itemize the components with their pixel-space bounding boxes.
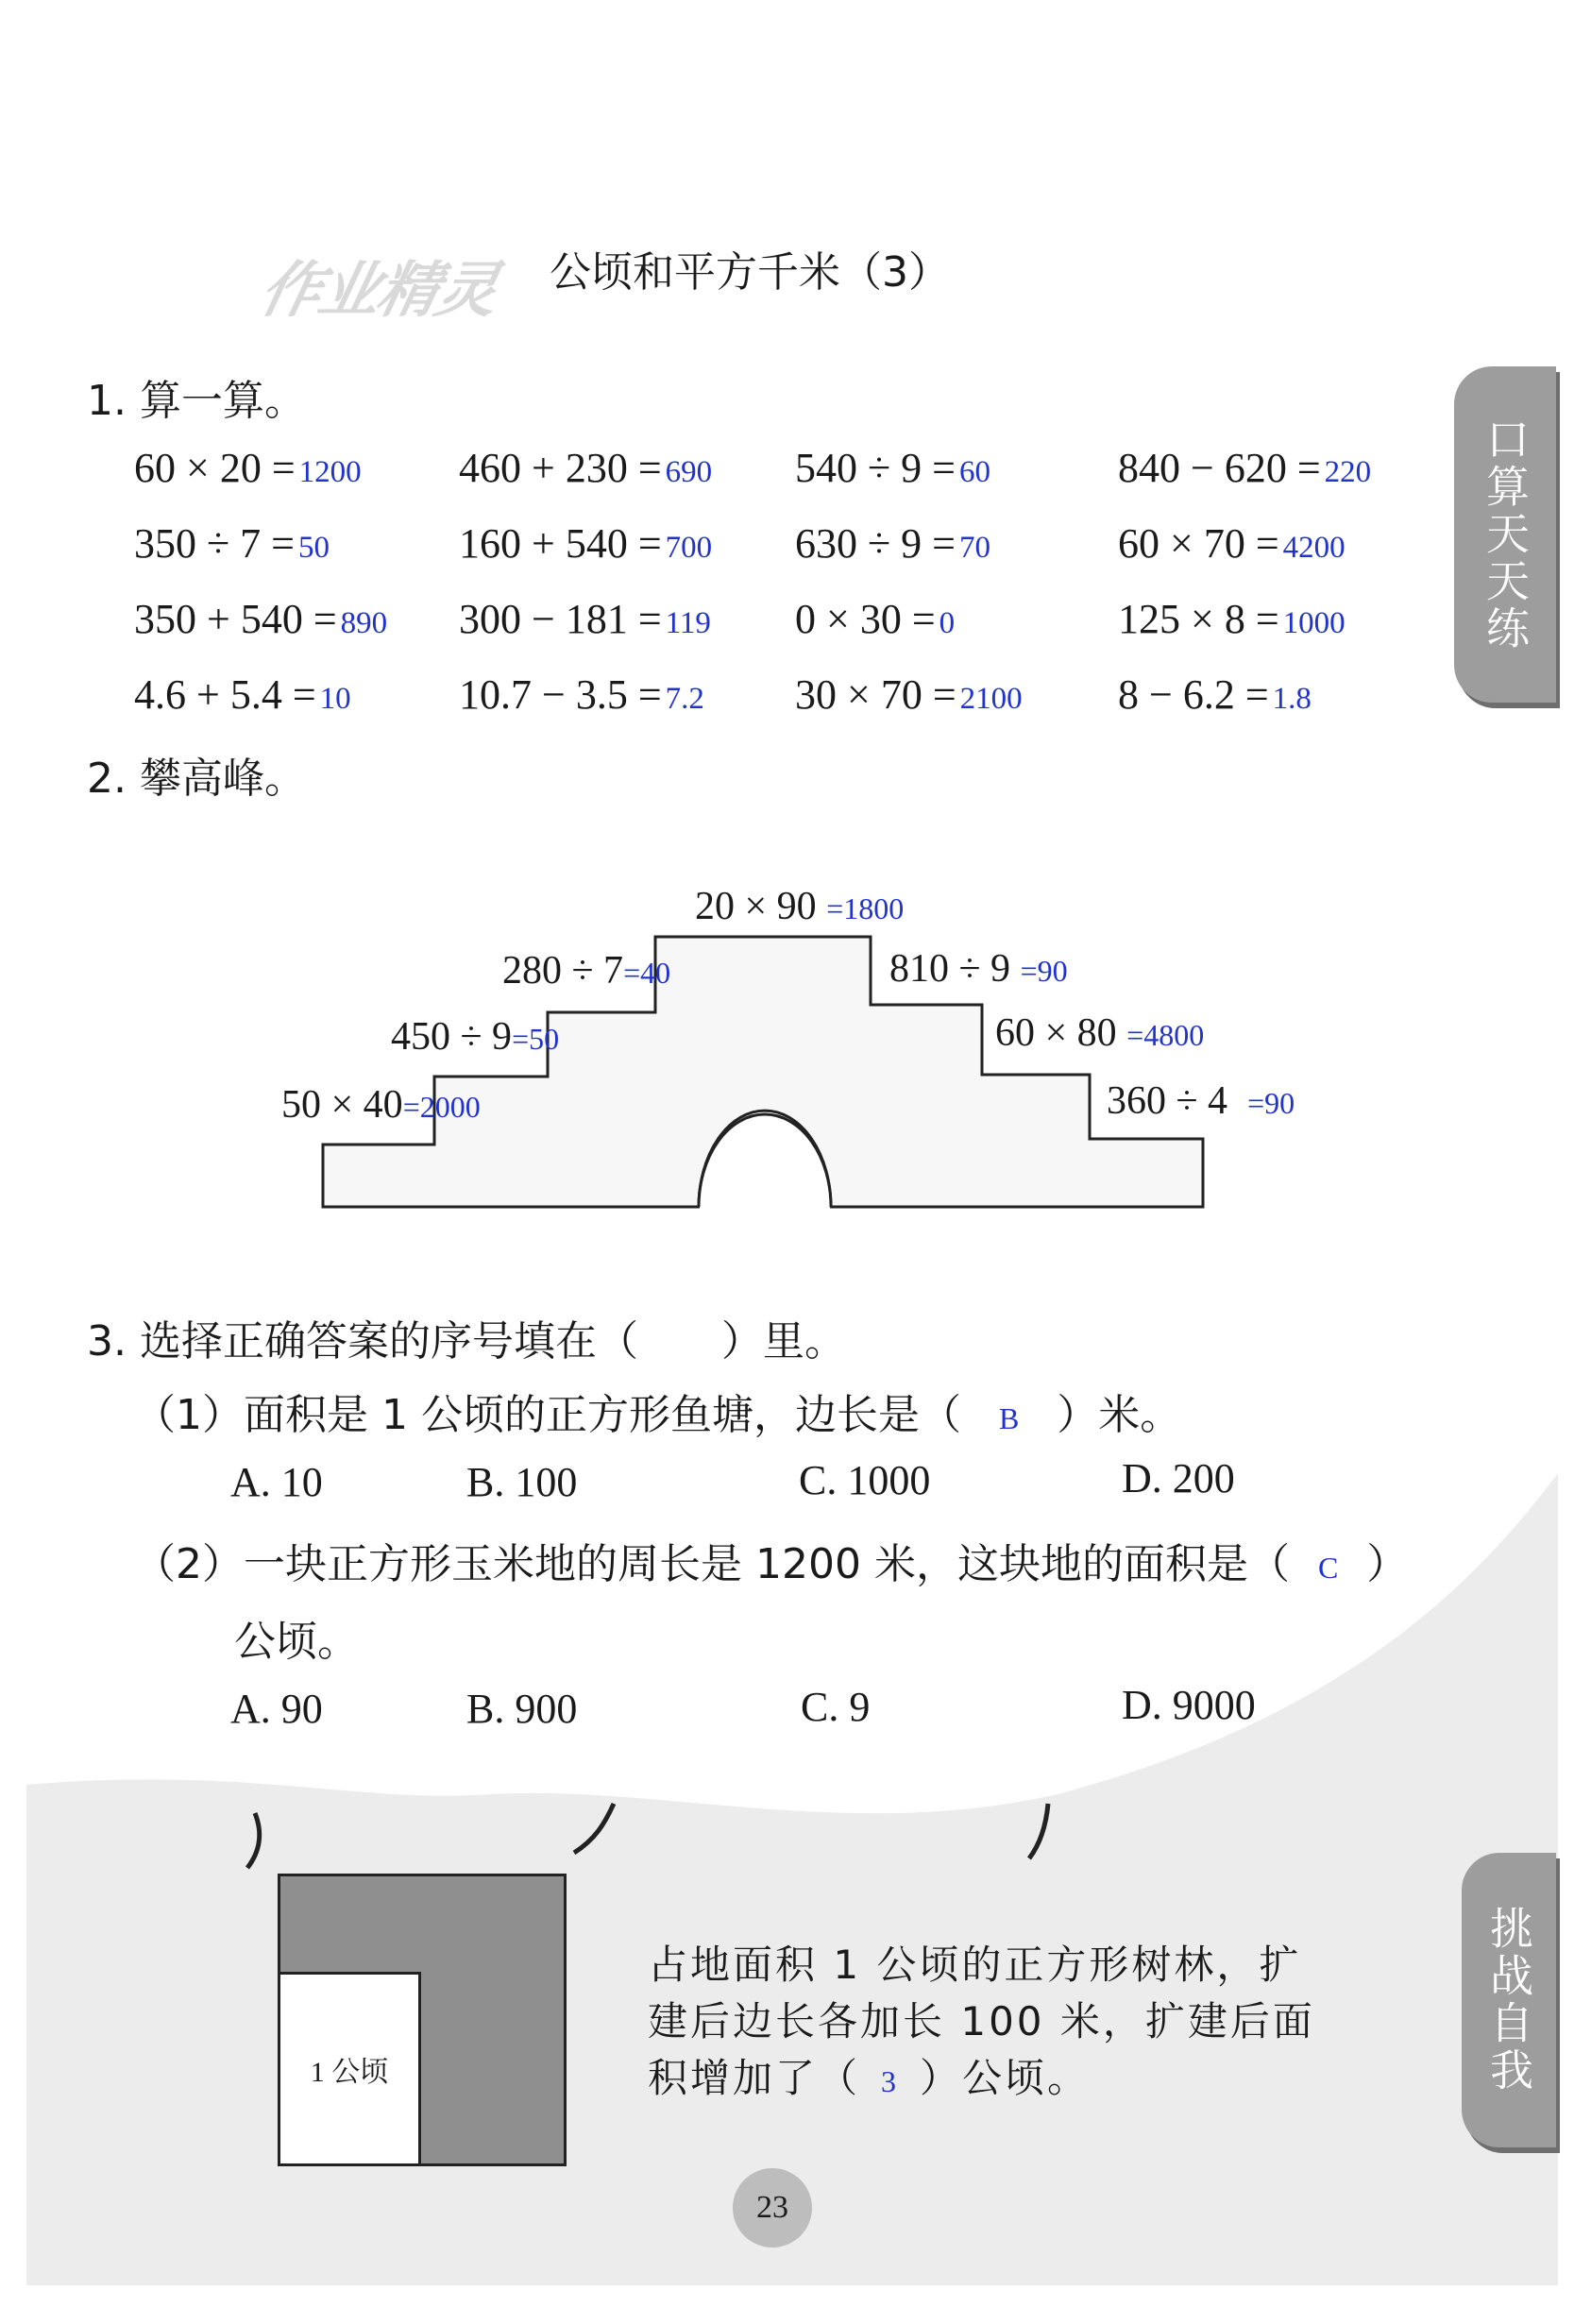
equation-question: 10.7 − 3.5 = [459,671,662,718]
challenge-line-2: 建后边长各加长 100 米，扩建后面 [648,1998,1315,2044]
section-3-heading: 3. 选择正确答案的序号填在（ ）里。 [87,1317,846,1366]
equation-answer: 70 [958,531,990,565]
watermark-logo: 作业精灵 [253,256,503,326]
step-answer: =2000 [402,1090,481,1124]
option-c: C. 9 [801,1684,871,1730]
step-question: 360 ÷ 4 [1107,1079,1228,1123]
equation-answer: 10 [319,682,351,716]
equation-question: 125 × 8 = [1118,596,1279,642]
equation-question: 300 − 181 = [459,596,662,642]
equation-question: 160 + 540 = [459,520,662,567]
equation-answer: 700 [665,531,713,565]
equation-answer: 60 [958,455,990,489]
challenge-text: 积增加了（ [648,2055,861,2101]
option-a: A. 90 [230,1686,323,1732]
section-1-heading: 1. 算一算。 [87,377,306,425]
section-2-heading: 2. 攀高峰。 [87,755,306,803]
step-label [695,884,904,929]
step-label [995,1010,1204,1056]
equation-question: 4.6 + 5.4 = [134,671,316,718]
question-2-line2: 公顷。 [234,1618,359,1666]
step-question: 450 ÷ 9 [391,1015,513,1059]
step-label [281,1082,481,1128]
step-question: 280 ÷ 7 [502,949,624,992]
equation-answer: 1200 [298,455,362,489]
challenge-line-1: 占地面积 1 公顷的正方形树林，扩 [648,1942,1302,1988]
step-answer: =4800 [1126,1018,1205,1052]
equation-question: 840 − 620 = [1118,445,1321,491]
option-d: D. 200 [1122,1455,1235,1501]
question-2-text: （2）一块正方形玉米地的周长是 1200 米，这块地的面积是（ [134,1540,1290,1588]
equation-answer: 7.2 [665,682,704,716]
equation-question: 630 ÷ 9 = [795,520,956,567]
equation-answer: 50 [297,531,330,565]
step-answer: =40 [623,956,671,990]
wave-shape [26,1473,1558,2285]
challenge-text-end: ）公顷。 [920,2055,1091,2101]
tab-challenge: 挑战自我 [1462,1853,1556,2147]
step-label [1107,1078,1295,1124]
step-label [502,948,670,993]
page-title: 公顷和平方千米（3） [550,248,950,297]
step-label [391,1014,559,1060]
question-1-text-end: ）米。 [1057,1391,1182,1439]
original-square [278,1972,421,2166]
question-2-answer: C [1317,1551,1339,1585]
step-question: 60 × 80 [995,1011,1117,1055]
equation-answer: 1000 [1282,606,1346,640]
option-d: D. 9000 [1122,1682,1256,1728]
step-answer: =1800 [826,891,905,925]
equation-answer: 119 [665,606,711,640]
equation-question: 540 ÷ 9 = [795,445,956,491]
equation-question: 60 × 20 = [134,445,296,491]
equation-answer: 4200 [1282,531,1346,565]
equation-answer: 0 [939,606,956,640]
question-1-answer: B [998,1401,1020,1435]
square-label: 1 公顷 [310,2057,389,2088]
question-1 [134,1381,1181,1441]
question-2-text-end: ） [1366,1540,1409,1588]
equation-answer: 220 [1324,455,1372,489]
tab-oral-practice: 口算天天练 [1454,366,1556,703]
challenge-line-3 [648,2047,1090,2104]
page-number: 23 [733,2168,812,2248]
step-answer: =90 [1020,954,1068,988]
equation-answer: 890 [340,606,388,640]
challenge-answer: 3 [881,2064,900,2098]
equation-question: 350 + 540 = [134,596,337,642]
option-a: A. 10 [230,1459,323,1505]
option-b: B. 900 [466,1686,578,1732]
step-answer: =50 [512,1022,560,1056]
option-b: B. 100 [466,1459,578,1505]
equation-answer: 690 [665,455,713,489]
equation-answer: 2100 [959,682,1023,716]
step-question: 20 × 90 [695,885,817,928]
equation-answer: 1.8 [1272,682,1312,716]
equation-question: 350 ÷ 7 = [134,520,295,567]
equation-question: 460 + 230 = [459,445,662,491]
equation-question: 8 − 6.2 = [1118,671,1269,718]
step-question: 810 ÷ 9 [889,947,1011,991]
question-2 [134,1530,1408,1590]
question-1-text: （1）面积是 1 公顷的正方形鱼塘，边长是（ [134,1391,961,1439]
equation-question: 60 × 70 = [1118,520,1279,567]
equation-question: 30 × 70 = [795,671,956,718]
option-c: C. 1000 [799,1457,931,1503]
step-question: 50 × 40 [281,1083,403,1127]
step-answer: =90 [1247,1086,1295,1120]
equation-question: 0 × 30 = [795,596,936,642]
step-label [889,946,1068,992]
